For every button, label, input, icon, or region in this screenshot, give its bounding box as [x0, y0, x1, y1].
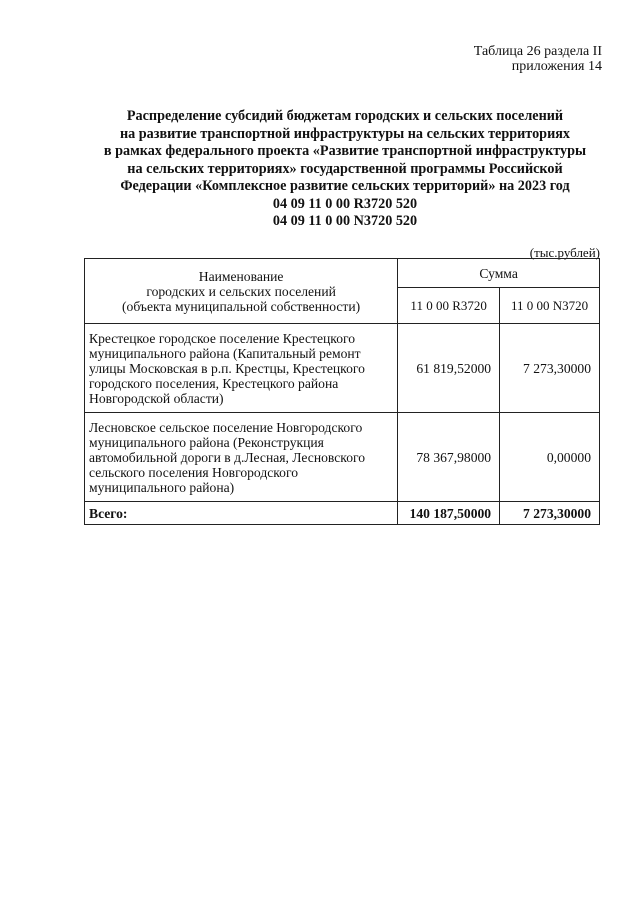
- name-header-line: Наименование: [198, 268, 284, 284]
- row-name: Крестецкое городское поселение Крестецкого муниципального района (Капитальный ремонт улицы Московская в р.п. Крестцы, Крестецкого городского поселения, Крестецкого района Новгородской области): [85, 324, 398, 413]
- units-label: (тыс.рублей): [529, 245, 600, 260]
- total-value-n3720: 7 273,30000: [500, 502, 600, 525]
- row-value-r3720: 61 819,52000: [398, 324, 500, 413]
- name-column-header: [85, 259, 398, 324]
- name-header-line: (объекта муниципальной собственности): [122, 298, 361, 314]
- sum-column-header: Сумма: [398, 259, 600, 288]
- title-line: в рамках федерального проекта «Развитие транспортной инфраструктуры: [103, 143, 587, 159]
- total-label: Всего:: [85, 502, 398, 525]
- table-header-row: [85, 259, 600, 288]
- table-reference-line2: приложения 14: [511, 59, 602, 74]
- title-line: на сельских территориях» государственной программы Российской: [127, 160, 563, 177]
- table-reference-line1: Таблица 26 раздела II: [473, 44, 602, 59]
- title-line: на развитие транспортной инфраструктуры на сельских территориях: [119, 125, 571, 142]
- table-reference: [474, 44, 602, 74]
- budget-code-line: 04 09 11 0 00 N3720 520: [272, 213, 418, 229]
- row-value-r3720: 78 367,98000: [398, 413, 500, 502]
- name-header-line: городских и сельских поселений: [146, 283, 336, 299]
- table-row: [85, 324, 600, 413]
- code-header-n3720: 11 0 00 N3720: [500, 288, 600, 324]
- total-row: [85, 502, 600, 525]
- row-value-n3720: 0,00000: [500, 413, 600, 502]
- total-value-r3720: 140 187,50000: [398, 502, 500, 525]
- subsidy-table: [84, 258, 600, 525]
- budget-code-line: 04 09 11 0 00 R3720 520: [272, 195, 418, 212]
- row-name: Лесновское сельское поселение Новгородского муниципального района (Реконструкция автомобильной дороги в д.Лесная, Лесновского сельского поселения Новгородского муниципального района): [85, 413, 398, 502]
- code-header-r3720: 11 0 00 R3720: [398, 288, 500, 324]
- document-title: [60, 108, 630, 231]
- table-row: [85, 413, 600, 502]
- title-line: Федерации «Комплексное развитие сельских территорий» на 2023 год: [120, 178, 570, 194]
- title-line: Распределение субсидий бюджетам городских и сельских поселений: [126, 108, 564, 124]
- row-value-n3720: 7 273,30000: [500, 324, 600, 413]
